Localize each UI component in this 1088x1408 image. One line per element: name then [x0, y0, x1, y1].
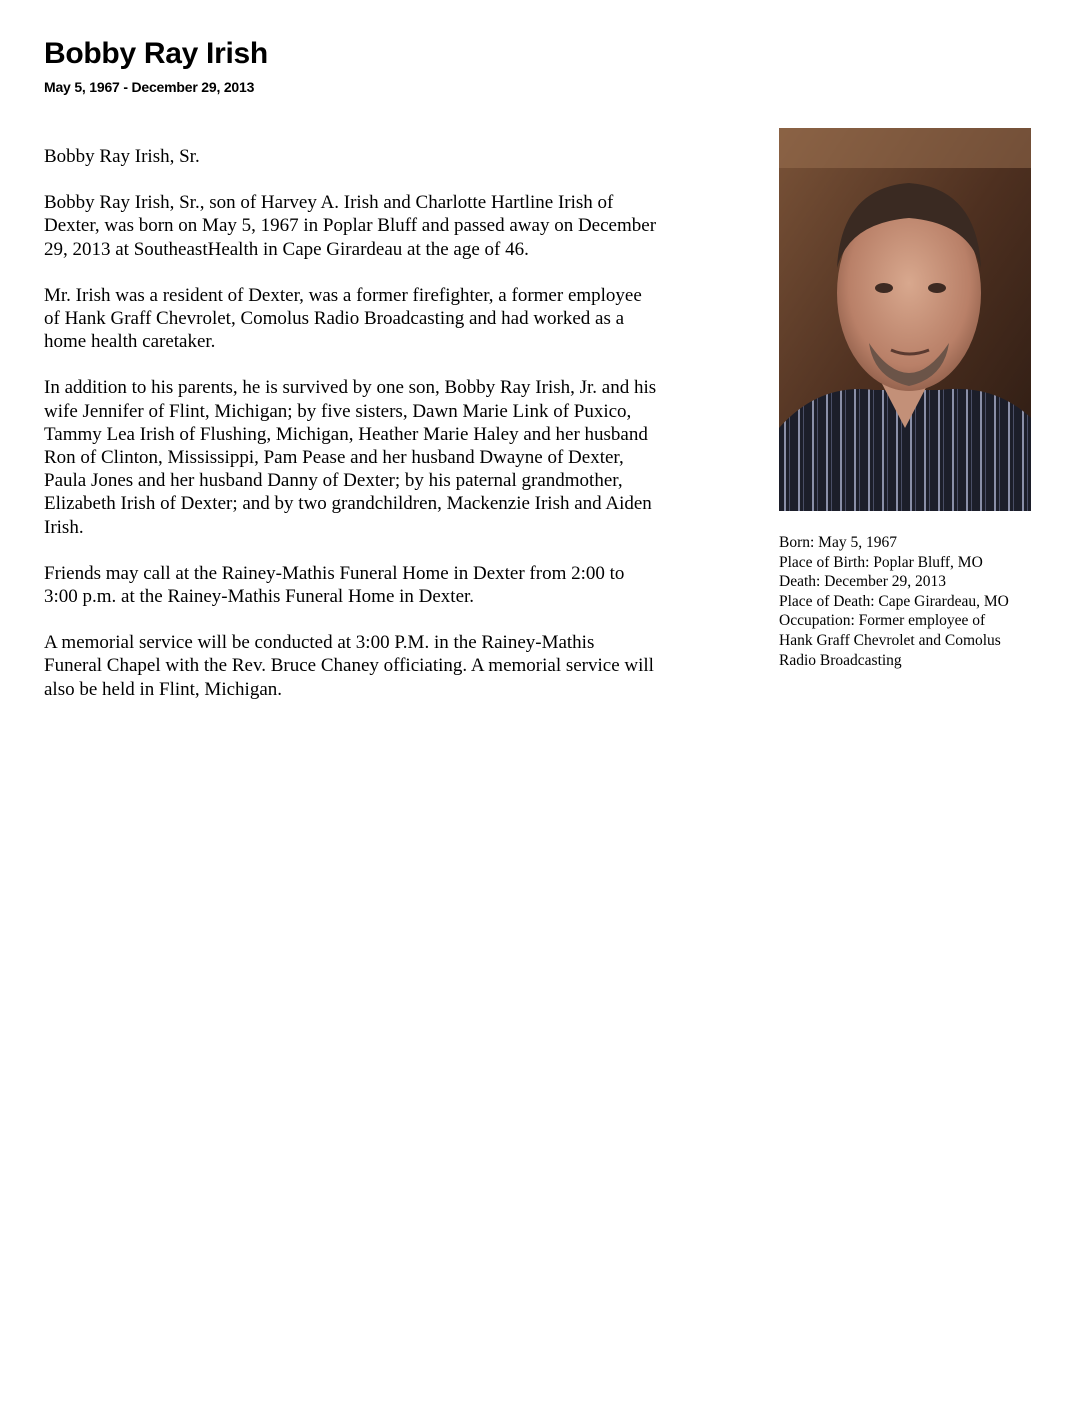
- obituary-paragraph: Mr. Irish was a resident of Dexter, was a former firefighter, a former employee of Hank Graff Chevrolet, Comolus Radio Broadcasting and had worked as a home health caretaker.: [44, 284, 642, 353]
- obituary-paragraph: Bobby Ray Irish, Sr.: [44, 146, 200, 167]
- fact-place-of-death: Place of Death: Cape Girardeau, MO: [779, 592, 1009, 610]
- fact-born: Born: May 5, 1967: [779, 534, 897, 551]
- fact-occupation: Occupation: Former employee of Hank Graff Chevrolet and Comolus Radio Broadcasting: [779, 612, 1001, 669]
- obituary-paragraph: In addition to his parents, he is survived by one son, Bobby Ray Irish, Jr. and his wife Jennifer of Flint, Michigan; by five sisters, Dawn Marie Link of Puxico, Tammy Lea Irish of Flushing, Michigan, Heather Marie Haley and her husband Ron of Clinton, Mississippi, Pam Pease and her husband Dwayne of Dexter, Paula Jones and her husband Danny of Dexter; by his paternal grandmother, Elizabeth Irish of Dexter; and by two grandchildren, Mackenzie Irish and Aiden Irish.: [44, 377, 657, 538]
- vital-facts: [779, 533, 1059, 670]
- deceased-name: Bobby Ray Irish: [44, 37, 268, 70]
- obituary-paragraph: A memorial service will be conducted at 3:00 P.M. in the Rainey-Mathis Funeral Chapel with the Rev. Bruce Chaney officiating. A memorial service will also be held in Flint, Michigan.: [44, 632, 654, 700]
- fact-death: Death: December 29, 2013: [779, 573, 946, 591]
- obituary-paragraph: Friends may call at the Rainey-Mathis Funeral Home in Dexter from 2:00 to 3:00 p.m. at the Rainey-Mathis Funeral Home in Dexter.: [44, 562, 625, 608]
- obituary-text: [44, 145, 744, 724]
- fact-place-of-birth: Place of Birth: Poplar Bluff, MO: [779, 553, 983, 571]
- life-dates: May 5, 1967 - December 29, 2013: [44, 79, 255, 95]
- obituary-paragraph: Bobby Ray Irish, Sr., son of Harvey A. Irish and Charlotte Hartline Irish of Dexter, was born on May 5, 1967 in Poplar Bluff and passed away on December 29, 2013 at SoutheastHealth in Cape Girardeau at the age of 46.: [44, 192, 657, 260]
- portrait-photo: [779, 128, 1031, 511]
